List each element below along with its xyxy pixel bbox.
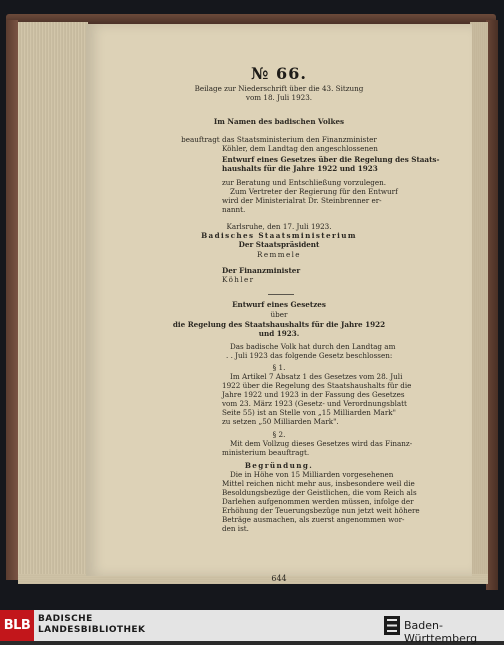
- section-line: 1922 über die Regelung des Staatshaushalts für die: [222, 381, 412, 390]
- reason-line: Besoldungsbezüge der Geistlichen, die vom Reich als: [222, 488, 417, 497]
- reason-line: den ist.: [222, 524, 249, 533]
- heading: Im Namen des badischen Volkes: [213, 117, 345, 126]
- page-stack-edges-right: [470, 22, 488, 582]
- reason-line: Die in Höhe von 15 Milliarden vorgesehenen: [230, 470, 394, 479]
- intro-line: Köhler, dem Landtag den angeschlossenen: [222, 144, 378, 153]
- reason-line: Mittel reichen nicht mehr aus, insbesondere weil die: [222, 479, 415, 488]
- draft-title-line: Entwurf eines Gesetzes über die Regelung des Staats-: [222, 155, 440, 164]
- preamble-line: . . Juli 1923 das folgende Gesetz beschlossen:: [226, 351, 393, 360]
- draft-title-line: haushalts für die Jahre 1922 und 1923: [222, 164, 378, 173]
- section-line: zu setzen „50 Milliarden Mark".: [222, 417, 339, 426]
- document-page: [86, 24, 472, 583]
- section-label: § 2.: [272, 430, 286, 439]
- supplement-line: vom 18. Juli 1923.: [245, 93, 313, 102]
- section-line: ministerium beauftragt.: [222, 448, 310, 457]
- institution-name-line: LANDESBIBLIOTHEK: [38, 625, 146, 635]
- purpose-line: zur Beratung und Entschließung vorzulegen.: [222, 178, 387, 187]
- place-date: Karlsruhe, den 17. Juli 1923.: [226, 222, 332, 231]
- section-line: Jahre 1922 und 1923 in der Fassung des Gesetzes: [222, 390, 405, 399]
- president-title: Der Staatspräsident: [238, 240, 320, 249]
- intro-line: beauftragt das Staatsministerium den Finanzminister: [181, 135, 377, 144]
- section-line: Im Artikel 7 Absatz 1 des Gesetzes vom 28. Juli: [230, 372, 403, 381]
- law-title-line: die Regelung des Staatshaushalts für die Jahre 1922: [172, 320, 386, 329]
- president-name: Remmele: [257, 250, 301, 259]
- reason-line: Beträge ausmachen, als zuerst angenommen wor-: [222, 515, 405, 524]
- preamble-line: Das badische Volk hat durch den Landtag am: [230, 342, 396, 351]
- law-title-line: Entwurf eines Gesetzes: [232, 300, 326, 309]
- blb-logo[interactable]: BLB: [0, 610, 34, 641]
- page-number: 644: [271, 574, 287, 583]
- document-number: № 66.: [251, 64, 307, 83]
- separator-rule: [268, 294, 294, 295]
- reason-line: Darlehen aufgenommen werden müssen, infolge der: [222, 497, 414, 506]
- section-line: Seite 55) ist an Stelle von „15 Milliarden Mark": [222, 408, 396, 417]
- law-title-line: und 1923.: [258, 329, 300, 338]
- institution-name-line: BADISCHE: [38, 614, 93, 624]
- minister-title: Der Finanzminister: [222, 266, 301, 275]
- representative-line: Zum Vertreter der Regierung für den Entwurf: [230, 187, 398, 196]
- representative-line: wird der Ministerialrat Dr. Steinbrenner er-: [222, 196, 382, 205]
- book-cover-left: [6, 20, 18, 580]
- section-label: § 1.: [272, 363, 286, 372]
- baden-wuerttemberg-lions-icon: [384, 616, 400, 635]
- institution-name: [38, 614, 145, 636]
- reason-line: Erhöhung der Teuerungsbezüge nun jetzt weit höhere: [222, 506, 420, 515]
- representative-line: nannt.: [222, 205, 246, 214]
- footer-bar: [0, 610, 504, 645]
- law-title-line: über: [270, 310, 288, 319]
- minister-name: Köhler: [222, 275, 255, 284]
- section-line: Mit dem Vollzug dieses Gesetzes wird das Finanz-: [230, 439, 413, 448]
- section-line: vom 23. März 1923 (Gesetz- und Verordnungsblatt: [222, 399, 407, 408]
- reason-heading: Begründung.: [244, 461, 314, 470]
- supplement-line: Beilage zur Niederschrift über die 43. Sitzung: [194, 84, 364, 93]
- page-stack-edges: [18, 22, 88, 578]
- ministry: Badisches Staatsministerium: [201, 231, 357, 240]
- state-name[interactable]: Baden-Württemberg: [404, 619, 478, 645]
